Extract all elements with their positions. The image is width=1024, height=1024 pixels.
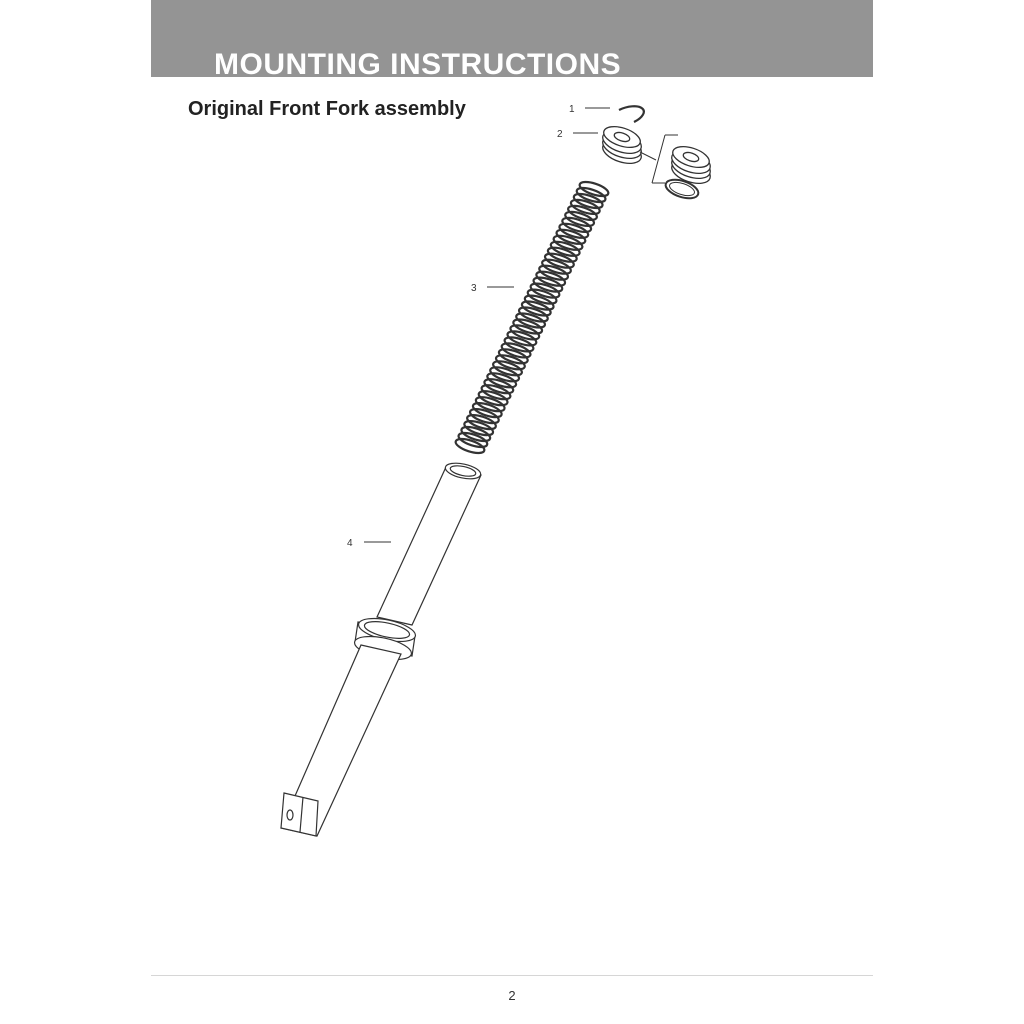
section-heading: Original Front Fork assembly	[188, 98, 466, 120]
callout-4	[347, 538, 391, 549]
alternate-fork-cap-part	[669, 143, 713, 188]
callout-number: 4	[347, 538, 353, 549]
callout-2	[557, 129, 598, 140]
callout-1	[569, 104, 610, 115]
page-number: 2	[508, 988, 516, 1003]
callout-number: 2	[557, 129, 563, 140]
retaining-ring-part	[619, 106, 644, 122]
spring-coil	[454, 436, 486, 456]
callout-number: 1	[569, 104, 575, 115]
callout-3	[471, 283, 514, 294]
fork-cap-part	[600, 123, 644, 168]
page-title: MOUNTING INSTRUCTIONS	[214, 48, 622, 77]
fork-spring-part	[454, 179, 610, 456]
fork-tube-part	[281, 460, 482, 836]
footer-divider	[151, 975, 873, 976]
callout-number: 3	[471, 283, 477, 294]
